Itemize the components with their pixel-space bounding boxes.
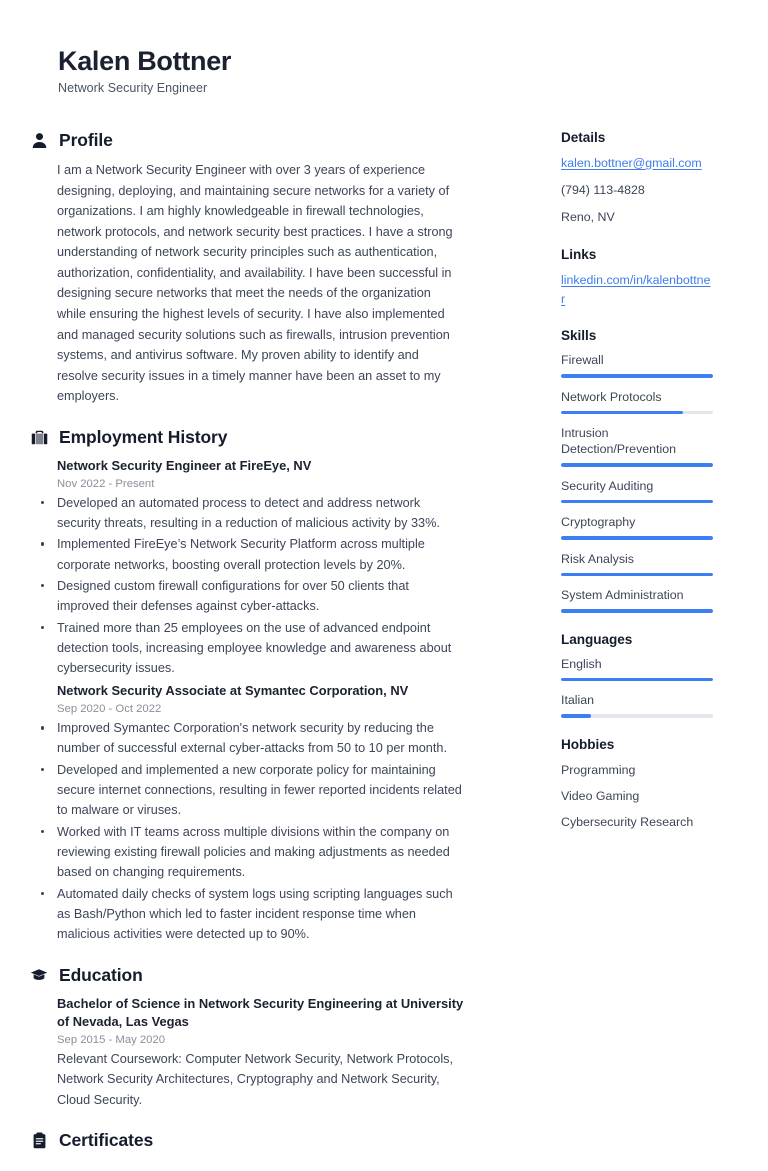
skill-label: Cryptography xyxy=(561,515,636,530)
skill-item xyxy=(561,389,713,415)
graduation-cap-icon xyxy=(30,966,48,984)
list-item: Worked with IT teams across multiple divisions within the company on reviewing existing firewall policies and making adjustments as needed based on changing requirements. xyxy=(30,822,462,883)
section-profile-header xyxy=(30,130,468,151)
skill-rating-track xyxy=(561,411,713,414)
skill-item xyxy=(561,514,713,540)
skill-rating-fill xyxy=(561,500,713,503)
language-rating-track xyxy=(561,678,713,681)
sidebar-skills-title: Skills xyxy=(561,328,597,344)
employment-entry xyxy=(30,682,468,715)
skill-rating-fill xyxy=(561,609,713,612)
list-item: Improved Symantec Corporation's network security by reducing the number of successful external cyber-attacks from 50 to 10 per month. xyxy=(30,718,462,759)
education-entry xyxy=(30,995,468,1110)
phone-text: (794) 113-4828 xyxy=(561,183,645,198)
skill-rating-track xyxy=(561,573,713,576)
skill-item xyxy=(561,587,713,613)
education-entry-date: Sep 2015 - May 2020 xyxy=(57,1034,166,1046)
education-entry-title: Bachelor of Science in Network Security Engineering at University of Nevada, Las Vegas xyxy=(57,995,464,1030)
skill-rating-track xyxy=(561,536,713,539)
resume-header xyxy=(58,46,231,95)
section-profile-title: Profile xyxy=(59,130,113,150)
skill-rating-fill xyxy=(561,573,713,576)
skill-label: Firewall xyxy=(561,353,604,368)
skill-item xyxy=(561,352,713,378)
language-rating-fill xyxy=(561,678,713,681)
main-column xyxy=(0,130,468,1171)
employment-entry-date: Sep 2020 - Oct 2022 xyxy=(57,703,162,716)
linkedin-link[interactable]: linkedin.com/in/kalenbottner xyxy=(561,272,711,306)
skill-label: Security Auditing xyxy=(561,478,654,493)
sidebar-details-title: Details xyxy=(561,130,606,145)
sidebar-languages xyxy=(561,632,713,718)
skill-rating-fill xyxy=(561,411,683,414)
language-rating-fill xyxy=(561,714,591,717)
skill-rating-fill xyxy=(561,536,713,539)
skill-rating-track xyxy=(561,463,713,466)
skill-label: Intrusion Detection/Prevention xyxy=(561,426,677,457)
job-title: Network Security Engineer xyxy=(58,81,208,96)
section-education-title: Education xyxy=(59,964,143,985)
skill-rating-track xyxy=(561,609,713,612)
sidebar-skills xyxy=(561,328,713,613)
skill-item xyxy=(561,478,713,504)
page-title: Kalen Bottner xyxy=(58,46,232,76)
language-label: Italian xyxy=(561,693,595,708)
sidebar-details xyxy=(561,130,713,228)
skill-label: Network Protocols xyxy=(561,389,662,404)
employment-entry-bullets xyxy=(30,718,468,944)
skill-item xyxy=(561,425,713,467)
section-employment xyxy=(30,427,468,945)
sidebar-hobbies xyxy=(561,737,713,833)
employment-entry-title: Network Security Engineer at FireEye, NV xyxy=(57,457,312,473)
list-item: Trained more than 25 employees on the use of advanced endpoint detection tools, increasing employee knowledge and awareness about cybersecurity issues. xyxy=(30,618,462,679)
hobby-item: Cybersecurity Research xyxy=(561,815,694,830)
list-item: Implemented FireEye’s Network Security Platform across multiple corporate networks, boosting overall protection levels by 20%. xyxy=(30,534,462,575)
employment-entry-title: Network Security Associate at Symantec Corporation, NV xyxy=(57,683,409,699)
hobby-item: Programming xyxy=(561,762,636,777)
sidebar-links-title: Links xyxy=(561,246,597,262)
skill-rating-fill xyxy=(561,374,713,377)
briefcase-icon xyxy=(30,428,48,446)
hobby-item: Video Gaming xyxy=(561,789,640,804)
skill-rating-track xyxy=(561,500,713,503)
location-text: Reno, NV xyxy=(561,210,615,225)
person-icon xyxy=(30,132,48,150)
resume-columns xyxy=(0,130,768,1171)
skill-rating-fill xyxy=(561,463,713,466)
employment-entry-date: Nov 2022 - Present xyxy=(57,477,155,490)
employment-entry-bullets xyxy=(30,493,468,679)
section-education-header xyxy=(30,965,468,986)
employment-entry xyxy=(30,457,468,490)
sidebar-languages-title: Languages xyxy=(561,631,633,647)
clipboard-icon xyxy=(30,1131,48,1149)
language-label: English xyxy=(561,656,602,671)
language-item xyxy=(561,656,713,682)
language-rating-track xyxy=(561,714,713,717)
section-education xyxy=(30,965,468,1110)
section-certificates-header xyxy=(30,1130,468,1151)
list-item: Developed and implemented a new corporate policy for maintaining secure internet connections, resulting in fewer reported incidents related to malware or viruses. xyxy=(30,760,462,821)
section-certificates-title: Certificates xyxy=(59,1129,154,1150)
section-certificates xyxy=(30,1130,468,1151)
sidebar-column xyxy=(468,130,768,852)
language-item xyxy=(561,692,713,718)
email-link[interactable]: kalen.bottner@gmail.com xyxy=(561,156,702,170)
profile-text: I am a Network Security Engineer with over 3 years of experience designing, deploying, and maintaining secure networks for a variety of organizations. I am highly knowledgeable in firewall technologies, network protocols, and network security best practices. I have a strong understanding of network security principles such as authentication, authorization, confidentiality, and availability. I have been successful in designing secure networks that meet the needs of the organization while ensuring the highest levels of security. I have also implemented and managed security solutions such as firewalls, intrusion prevention systems, and antivirus software. My proven ability to identify and resolve security issues in a timely manner have been an asset to my employers. xyxy=(57,163,453,404)
list-item: Designed custom firewall configurations for over 50 clients that improved their defenses against cyber-attacks. xyxy=(30,576,462,617)
skill-rating-track xyxy=(561,374,713,377)
sidebar-hobbies-title: Hobbies xyxy=(561,736,615,752)
list-item: Automated daily checks of system logs using scripting languages such as Bash/Python which led to faster incident response time when malicious activities were detected up to 90%. xyxy=(30,884,462,945)
education-entry-description: Relevant Coursework: Computer Network Security, Network Protocols, Network Security Architectures, Cryptography and Network Security, Cloud Security. xyxy=(57,1052,454,1107)
skill-label: Risk Analysis xyxy=(561,551,634,566)
list-item: Developed an automated process to detect and address network security threats, resulting in a reduction of malicious activity by 33%. xyxy=(30,493,462,534)
sidebar-links xyxy=(561,247,713,309)
skill-item xyxy=(561,551,713,577)
section-profile xyxy=(30,130,468,407)
section-employment-title: Employment History xyxy=(59,426,228,447)
skill-label: System Administration xyxy=(561,588,684,603)
section-employment-header xyxy=(30,427,468,448)
